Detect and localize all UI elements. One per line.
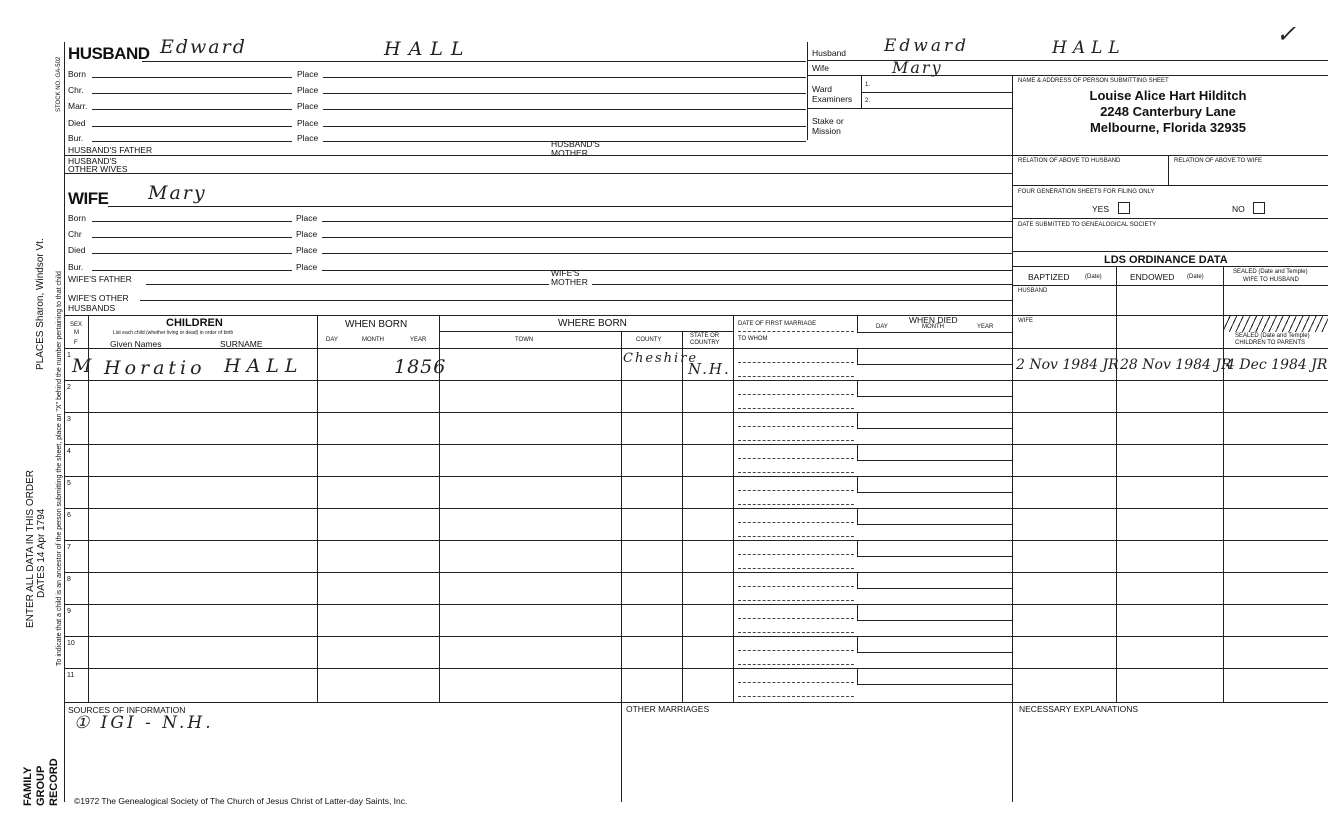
marriage-date-line — [738, 458, 854, 459]
marriage-date-line — [738, 490, 854, 491]
to-whom-line — [738, 376, 854, 377]
died-bracket — [857, 636, 858, 653]
four-gen-label: FOUR GENERATION SHEETS FOR FILING ONLY — [1018, 189, 1155, 195]
wife-chr-label: Chr — [68, 229, 82, 239]
husband-born-place-label: Place — [297, 69, 319, 79]
record-title-record: RECORD — [48, 758, 60, 806]
stake-label-2: Mission — [812, 126, 841, 136]
header-husband-given: Edward — [884, 36, 969, 56]
copyright-text: ©1972 The Genealogical Society of The Church of Jesus Christ of Latter-day Saints, Inc. — [74, 796, 408, 806]
header-husband-label: Husband — [812, 48, 847, 58]
died-month-label: MONTH — [922, 324, 944, 330]
wife-father-label: WIFE'S FATHER — [68, 274, 132, 284]
checkmark: ✓ — [1276, 20, 1297, 48]
header-wife-given: Mary — [892, 58, 943, 77]
to-whom-line — [738, 632, 854, 633]
town-label: TOWN — [515, 337, 534, 343]
child-ancestor-note: To indicate that a child is an ancestor of the person submitting the sheet, place an "X" behind the number pertaining to that child — [56, 271, 63, 666]
marriage-date-line — [738, 522, 854, 523]
died-line — [857, 460, 1012, 461]
child-number: 5 — [67, 480, 71, 487]
marriage-date-line — [738, 426, 854, 427]
husband-marr-place-label: Place — [297, 101, 319, 111]
submitter-name: Louise Alice Hart Hilditch — [1089, 88, 1247, 103]
given-names-label: Given Names — [110, 339, 162, 349]
lds-wife-row: WIFE — [1018, 318, 1033, 324]
child-number: 4 — [67, 448, 71, 455]
baptized-date-note: (Date) — [1085, 274, 1102, 280]
necessary-explanations-label: NECESSARY EXPLANATIONS — [1019, 704, 1139, 714]
first-marriage-label: DATE OF FIRST MARRIAGE — [738, 321, 817, 327]
to-whom-label: TO WHOM — [738, 336, 768, 342]
row-separator — [64, 540, 1328, 541]
sealed-children-hatch — [1224, 316, 1328, 332]
enter-order-note: ENTER ALL DATA IN THIS ORDER — [25, 470, 36, 628]
husband-marr-label: Marr. — [68, 101, 88, 111]
died-bracket — [857, 540, 858, 557]
marriage-date-line — [738, 554, 854, 555]
lds-title: LDS ORDINANCE DATA — [1104, 254, 1228, 266]
husband-label: HUSBAND — [68, 44, 150, 63]
child-number: 9 — [67, 608, 71, 615]
child1-sealed: 4 Dec 1984 JR — [1226, 357, 1328, 373]
yes-checkbox[interactable] — [1118, 202, 1130, 214]
children-instruction: List each child (whether living or dead) in order of birth — [113, 330, 234, 336]
died-bracket — [857, 412, 858, 429]
sealed-children-label-1: SEALED (Date and Temple) — [1235, 333, 1310, 339]
other-marriages-label: OTHER MARRIAGES — [626, 704, 710, 714]
sex-f-label: F — [74, 340, 78, 346]
to-whom-line — [738, 696, 854, 697]
wife-died-place-label: Place — [296, 245, 318, 255]
row-separator — [64, 380, 1328, 381]
died-bracket — [857, 604, 858, 621]
died-day-label: DAY — [876, 324, 888, 330]
husband-other-wives-label-2: OTHER WIVES — [68, 164, 128, 174]
wife-given-name: Mary — [148, 182, 207, 204]
row-separator — [64, 572, 1328, 573]
sex-label: SEX — [70, 322, 83, 328]
row-separator — [64, 444, 1328, 445]
date-submitted-label: DATE SUBMITTED TO GENEALOGICAL SOCIETY — [1018, 222, 1157, 228]
header-husband-surname: HALL — [1052, 38, 1126, 58]
child-number: 6 — [67, 512, 71, 519]
endowed-date-note: (Date) — [1187, 274, 1204, 280]
died-line — [857, 684, 1012, 685]
dates-note: DATES 14 Apr 1794 — [36, 508, 47, 598]
wife-other-husbands-label-2: HUSBANDS — [68, 303, 116, 313]
child-sex: M — [72, 355, 92, 377]
record-title-group: GROUP — [35, 765, 47, 806]
wife-bur-place-label: Place — [296, 262, 318, 272]
row-separator — [64, 636, 1328, 637]
wife-other-husbands-label-1: WIFE'S OTHER — [68, 293, 129, 303]
where-born-label: WHERE BORN — [558, 318, 627, 329]
wife-born-label: Born — [68, 213, 86, 223]
header-wife-label: Wife — [812, 63, 829, 73]
husband-given-name: Edward — [160, 36, 247, 58]
died-line — [857, 620, 1012, 621]
husband-died-place-label: Place — [297, 118, 319, 128]
marriage-date-line — [738, 650, 854, 651]
child-number: 2 — [67, 384, 71, 391]
husband-other-wives-label-1: HUSBAND'S — [68, 156, 117, 166]
when-died-label: WHEN DIED — [909, 315, 958, 325]
child-state: N.H. — [688, 360, 731, 378]
wife-label: WIFE — [68, 189, 109, 208]
born-day-label: DAY — [326, 337, 338, 343]
row-separator — [64, 508, 1328, 509]
died-line — [857, 524, 1012, 525]
husband-bur-place-label: Place — [297, 133, 319, 143]
places-note: PLACES Sharon, Windsor Vt. — [35, 238, 46, 370]
died-line — [857, 428, 1012, 429]
died-line — [857, 396, 1012, 397]
child-number: 7 — [67, 544, 71, 551]
husband-chr-label: Chr. — [68, 85, 84, 95]
wife-bur-label: Bur. — [68, 262, 84, 272]
born-month-label: MONTH — [362, 337, 384, 343]
died-bracket — [857, 508, 858, 525]
to-whom-line — [738, 664, 854, 665]
marriage-date-line — [738, 394, 854, 395]
stock-number: STOCK NO. GA-502 — [56, 56, 62, 112]
marriage-date-line — [738, 682, 854, 683]
record-title-family: FAMILY — [22, 766, 34, 806]
submitter-label: NAME & ADDRESS OF PERSON SUBMITTING SHEET — [1018, 78, 1169, 84]
county-label: COUNTY — [636, 337, 662, 343]
husband-died-label: Died — [68, 118, 86, 128]
examiner-number-2: 2. — [865, 98, 871, 104]
marriage-date-line — [738, 362, 854, 363]
to-whom-line — [738, 408, 854, 409]
died-line — [857, 556, 1012, 557]
died-line — [857, 652, 1012, 653]
lds-husband-row: HUSBAND — [1018, 288, 1048, 294]
husband-mother-label-2: MOTHER — [551, 148, 588, 158]
sources-label: SOURCES OF INFORMATION — [68, 705, 186, 715]
submitter-city: Melbourne, Florida 32935 — [1089, 120, 1247, 135]
wife-born-place-label: Place — [296, 213, 318, 223]
to-whom-line — [738, 600, 854, 601]
ward-label-2: Examiners — [812, 94, 853, 104]
when-born-label: WHEN BORN — [345, 319, 408, 330]
to-whom-line — [738, 472, 854, 473]
died-line — [857, 364, 1012, 365]
wife-chr-place-label: Place — [296, 229, 318, 239]
relation-wife-label: RELATION OF ABOVE TO WIFE — [1174, 158, 1263, 164]
ward-label-1: Ward — [812, 84, 832, 94]
wife-died-label: Died — [68, 245, 86, 255]
to-whom-line — [738, 440, 854, 441]
husband-surname: HALL — [384, 38, 472, 60]
died-bracket — [857, 348, 858, 365]
wife-mother-label-2: MOTHER — [551, 277, 588, 287]
children-title: CHILDREN — [166, 317, 223, 329]
wife-mother-label-1: WIFE'S — [551, 268, 580, 278]
sex-m-label: M — [74, 330, 79, 336]
no-label: NO — [1232, 204, 1245, 214]
relation-husband-label: RELATION OF ABOVE TO HUSBAND — [1018, 158, 1121, 164]
no-checkbox[interactable] — [1253, 202, 1265, 214]
died-bracket — [857, 444, 858, 461]
row-separator — [64, 604, 1328, 605]
marriage-date-line — [738, 618, 854, 619]
to-whom-line — [738, 504, 854, 505]
husband-bur-label: Bur. — [68, 133, 84, 143]
born-year-label: YEAR — [410, 337, 427, 343]
husband-born-label: Born — [68, 69, 86, 79]
husband-father-label: HUSBAND'S FATHER — [68, 145, 153, 155]
state-label-1: STATE OR — [690, 333, 720, 339]
marriage-date-line — [738, 586, 854, 587]
endowed-label: ENDOWED — [1130, 272, 1175, 282]
child-surname: HALL — [224, 355, 304, 377]
child1-endowed: 28 Nov 1984 JR — [1120, 357, 1232, 373]
yes-label: YES — [1092, 204, 1110, 214]
child1-baptized: 2 Nov 1984 JR — [1016, 357, 1119, 373]
child-number: 8 — [67, 576, 71, 583]
child-given-name: Horatio — [104, 357, 206, 379]
died-bracket — [857, 668, 858, 685]
died-line — [857, 492, 1012, 493]
husband-chr-place-label: Place — [297, 85, 319, 95]
died-year-label: YEAR — [977, 324, 994, 330]
child-birth-year: 1856 — [394, 356, 447, 378]
baptized-label: BAPTIZED — [1028, 272, 1070, 282]
row-separator — [64, 476, 1328, 477]
submitter-street: 2248 Canterbury Lane — [1100, 104, 1236, 119]
sealed-wife-label-1: SEALED (Date and Temple) — [1233, 269, 1308, 275]
state-label-2: COUNTRY — [690, 340, 720, 346]
child-number: 10 — [67, 640, 75, 647]
died-line — [857, 588, 1012, 589]
child-county: Cheshire — [623, 351, 699, 366]
to-whom-line — [738, 536, 854, 537]
stake-label-1: Stake or — [812, 116, 844, 126]
examiner-number-1: 1. — [865, 82, 871, 88]
row-separator — [64, 668, 1328, 669]
died-bracket — [857, 476, 858, 493]
surname-label: SURNAME — [220, 339, 263, 349]
child-number: 11 — [67, 672, 75, 679]
to-whom-line — [738, 568, 854, 569]
sources-value: ① IGI - N.H. — [74, 713, 214, 733]
husband-mother-label-1: HUSBAND'S — [551, 139, 600, 149]
child-number: 1 — [67, 352, 71, 359]
sealed-children-label-2: CHILDREN TO PARENTS — [1235, 340, 1306, 346]
row-separator — [64, 412, 1328, 413]
child-number: 3 — [67, 416, 71, 423]
died-bracket — [857, 380, 858, 397]
died-bracket — [857, 572, 858, 589]
sealed-wife-label-2: WIFE TO HUSBAND — [1243, 277, 1299, 283]
